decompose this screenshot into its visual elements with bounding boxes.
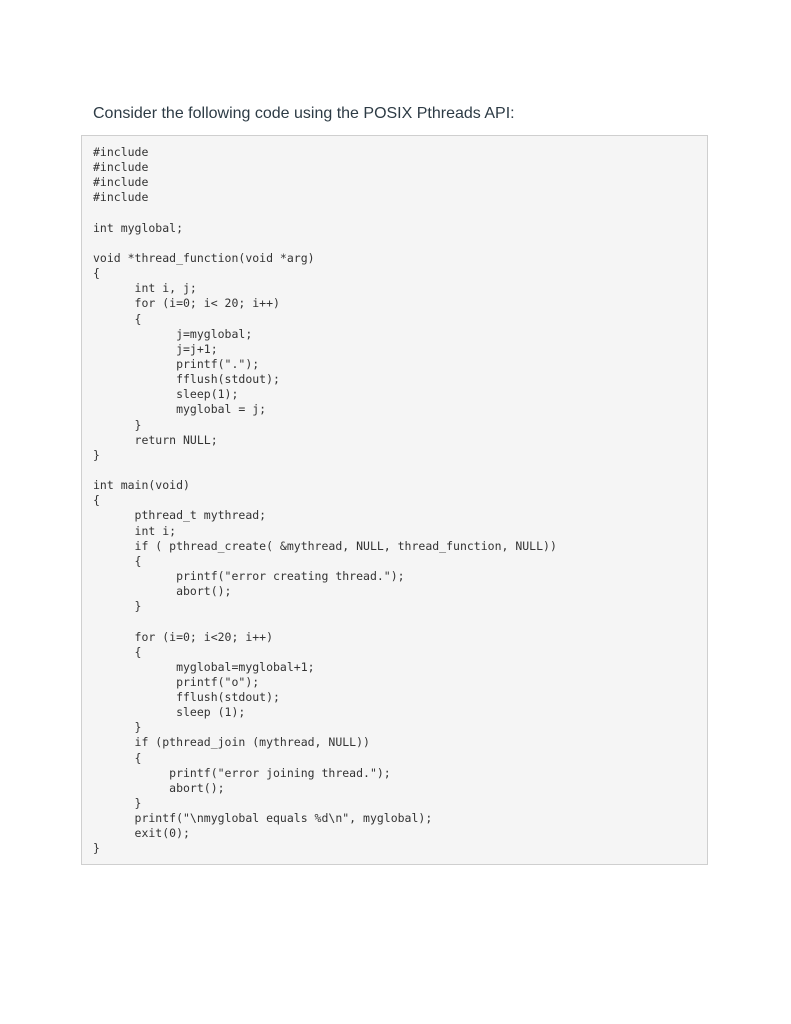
code-line: int myglobal; — [93, 220, 184, 235]
code-line: return NULL; — [93, 432, 218, 447]
code-line: #include — [93, 190, 149, 205]
code-line — [93, 236, 696, 251]
code-line: j=j+1; — [93, 341, 218, 356]
code-line: myglobal=myglobal+1; — [93, 659, 315, 674]
code-line: fflush(stdout); — [93, 372, 280, 387]
code-line: printf("error joining thread."); — [93, 765, 391, 780]
code-line: for (i=0; i<20; i++) — [93, 629, 274, 644]
code-block — [81, 135, 708, 865]
code-line: { — [93, 266, 100, 281]
code-line: printf("\nmyglobal equals %d\n", myglobal); — [93, 811, 433, 826]
code-line: printf("o"); — [93, 674, 260, 689]
code-line: if (pthread_join (mythread, NULL)) — [93, 735, 370, 750]
code-line: sleep(1); — [93, 387, 239, 402]
code-line: #include — [93, 175, 149, 190]
code-line: fflush(stdout); — [93, 690, 280, 705]
code-line: myglobal = j; — [93, 402, 267, 417]
code-line: pthread_t mythread; — [93, 508, 267, 523]
code-line: printf("error creating thread."); — [93, 568, 405, 583]
code-line: void *thread_function(void *arg) — [93, 250, 315, 265]
code-line: printf("."); — [93, 356, 260, 371]
code-line: j=myglobal; — [93, 326, 253, 341]
code-line: } — [93, 720, 142, 735]
question-prompt: Consider the following code using the POSIX Pthreads API: — [93, 105, 515, 122]
code-line: } — [93, 841, 100, 856]
code-line: { — [93, 553, 142, 568]
code-line: exit(0); — [93, 826, 190, 841]
code-line: int i, j; — [93, 281, 197, 296]
code-line: int main(void) — [93, 478, 190, 493]
code-line: for (i=0; i< 20; i++) — [93, 296, 280, 311]
code-line: #include — [93, 145, 149, 159]
code-line: } — [93, 796, 142, 811]
code-line: if ( pthread_create( &mythread, NULL, thread_function, NULL)) — [93, 538, 557, 553]
code-line: { — [93, 493, 100, 508]
code-line: } — [93, 599, 142, 614]
code-line — [93, 614, 696, 629]
code-line: abort(); — [93, 780, 225, 795]
code-line: } — [93, 447, 100, 462]
code-line: { — [93, 750, 142, 765]
code-line — [93, 463, 696, 478]
code-line: { — [93, 644, 142, 659]
code-line: { — [93, 311, 142, 326]
code-line: int i; — [93, 523, 177, 538]
code-line: sleep (1); — [93, 705, 246, 720]
code-line: } — [93, 417, 142, 432]
code-line: abort(); — [93, 584, 232, 599]
code-line: #include — [93, 160, 149, 175]
code-line — [93, 206, 696, 221]
